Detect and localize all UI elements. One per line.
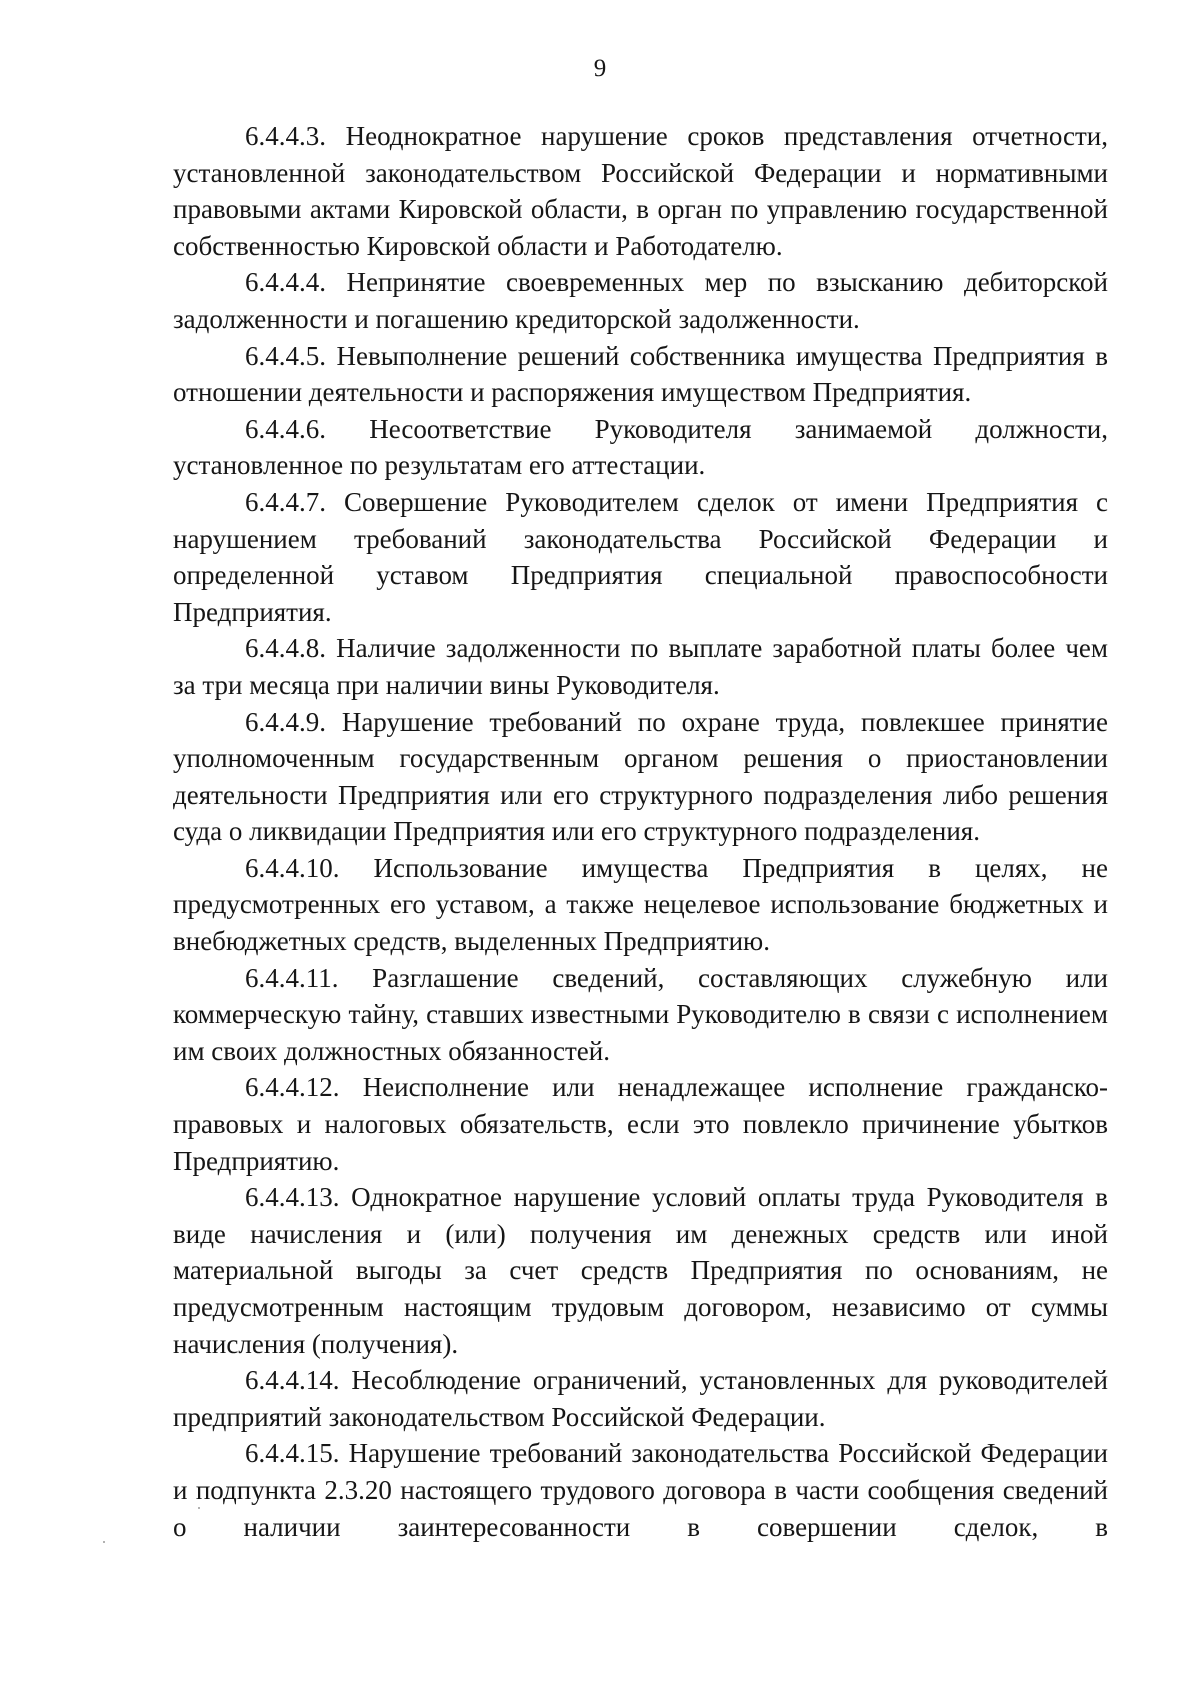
clause-6-4-4-3: 6.4.4.3. Неоднократное нарушение сроков представления отчетности, установленной законодательством Российской Федерации и нормативными правовыми актами Кировской области, в орган по управлению государственной собственностью Кировской области и Работодателю. <box>173 121 1108 261</box>
clause-6-4-4-11: 6.4.4.11. Разглашение сведений, составляющих служебную или коммерческую тайну, ставших известными Руководителю в связи с исполнением им своих должностных обязанностей. <box>173 962 1108 1066</box>
clause-6-4-4-12: 6.4.4.12. Неисполнение или ненадлежащее исполнение гражданско-правовых и налоговых обязательств, если это повлекло причинение убытков Предприятию. <box>173 1072 1108 1176</box>
clause-6-4-4-10: 6.4.4.10. Использование имущества Предприятия в целях, не предусмотренных его уставом, а также нецелевое использование бюджетных и внебюджетных средств, выделенных Предприятию. <box>173 852 1108 957</box>
scan-speck <box>198 1507 200 1509</box>
clause-6-4-4-14: 6.4.4.14. Несоблюдение ограничений, установленных для руководителей предприятий законодательством Российской Федерации. <box>173 1365 1108 1432</box>
clause-6-4-4-15: 6.4.4.15. Нарушение требований законодательства Российской Федерации и подпункта 2.3.20 настоящего трудового договора в части сообщения сведений о наличии заинтересованности в совершении сделок, в <box>173 1438 1108 1542</box>
clause-6-4-4-13: 6.4.4.13. Однократное нарушение условий оплаты труда Руководителя в виде начисления и (или) получения им денежных средств или иной материальной выгоды за счет средств Предприятия по основаниям, не предусмотренным настоящим трудовым договором, независимо от суммы начисления (получения). <box>173 1182 1108 1359</box>
scan-speck <box>103 1541 105 1543</box>
clause-6-4-4-6: 6.4.4.6. Несоответствие Руководителя занимаемой должности, установленное по результатам его аттестации. <box>173 413 1108 481</box>
clause-6-4-4-7: 6.4.4.7. Совершение Руководителем сделок от имени Предприятия с нарушением требований законодательства Российской Федерации и определенной уставом Предприятия специальной правоспособности Предприятия. <box>173 486 1108 627</box>
clause-6-4-4-9: 6.4.4.9. Нарушение требований по охране труда, повлекшее принятие уполномоченным государственным органом решения о приостановлении деятельности Предприятия или его структурного подразделения либо решения суда о ликвидации Предприятия или его структурного подразделения. <box>173 706 1108 847</box>
clause-6-4-4-4: 6.4.4.4. Непринятие своевременных мер по взысканию дебиторской задолженности и погашению кредиторской задолженности. <box>173 267 1108 334</box>
clause-6-4-4-8: 6.4.4.8. Наличие задолженности по выплате заработной платы более чем за три месяца при наличии вины Руководителя. <box>173 633 1108 700</box>
page-number: 9 <box>593 55 607 82</box>
clause-6-4-4-5: 6.4.4.5. Невыполнение решений собственника имущества Предприятия в отношении деятельности и распоряжения имуществом Предприятия. <box>173 340 1108 408</box>
document-body <box>173 118 1108 1545</box>
